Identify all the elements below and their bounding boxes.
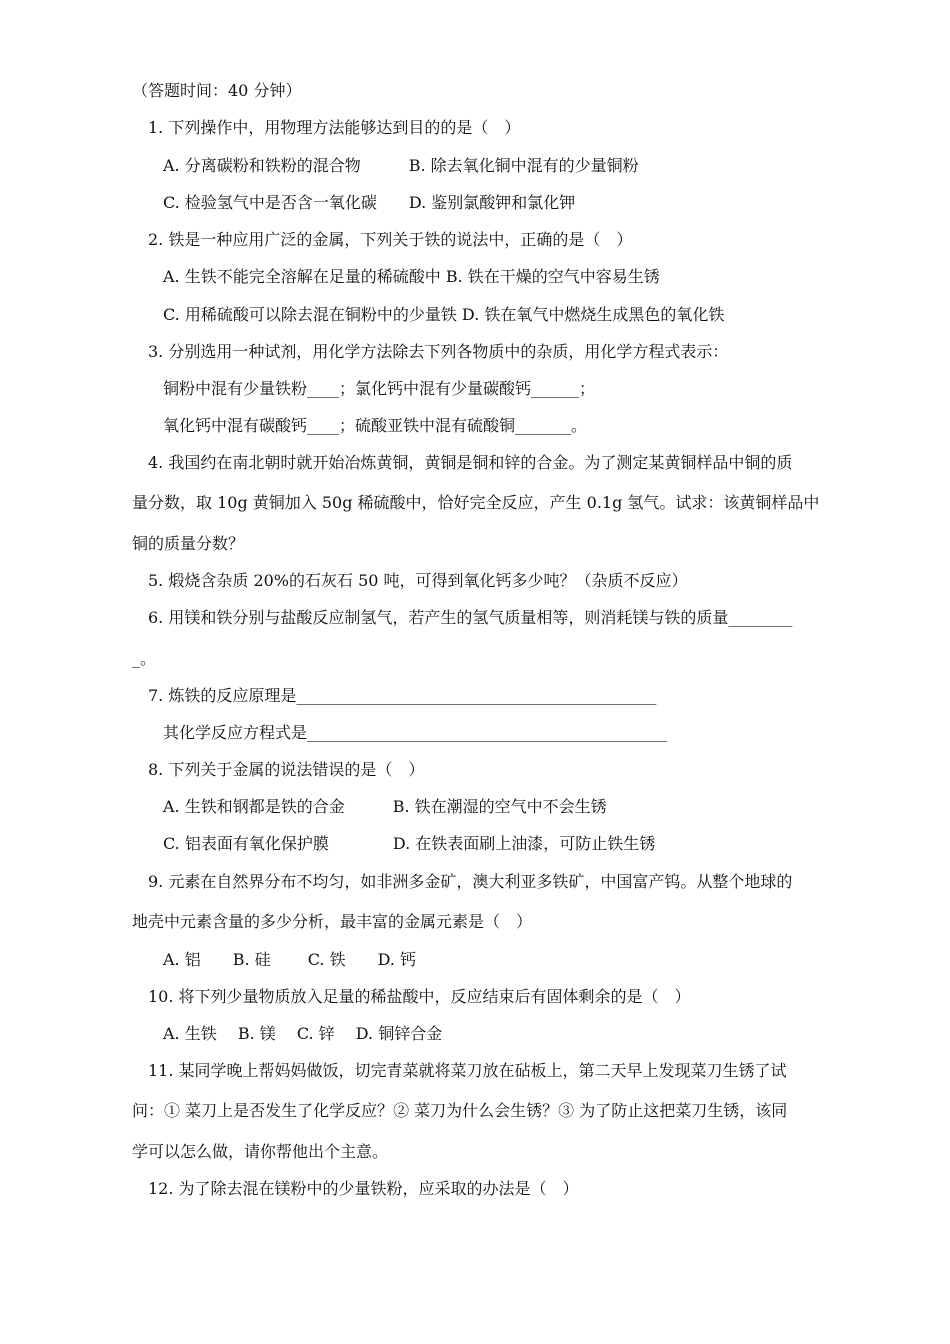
q4-line2: 量分数，取 10g 黄铜加入 50g 稀硫酸中，恰好完全反应，产生 0.1g 氢气。试求：该黄铜样品中 [132, 493, 820, 512]
q7-line1: 7. 炼铁的反应原理是_____________________________________________ [148, 686, 657, 705]
q6-line2: _。 [132, 649, 157, 668]
q6-line1: 6. 用镁和铁分别与盐酸反应制氢气，若产生的氢气质量相等，则消耗镁与铁的质量________ [148, 608, 793, 627]
q8-options-row2: C. 铝表面有氧化保护膜 D. 在铁表面刷上油漆，可防止铁生锈 [163, 834, 656, 853]
q4-line1: 4. 我国约在南北朝时就开始冶炼黄铜，黄铜是铜和锌的合金。为了测定某黄铜样品中铜的质 [148, 453, 793, 472]
q11-line3: 学可以怎么做，请你帮他出个主意。 [132, 1142, 389, 1161]
q11-line2: 问：① 菜刀上是否发生了化学反应？② 菜刀为什么会生锈？③ 为了防止这把菜刀生锈，该同 [132, 1101, 788, 1120]
q3-line1: 铜粉中混有少量铁粉____；氯化钙中混有少量碳酸钙______； [163, 379, 596, 398]
q8-stem: 8. 下列关于金属的说法错误的是（ ） [148, 760, 425, 779]
time-note: （答题时间：40 分钟） [132, 81, 302, 100]
q1-options-row1: A. 分离碳粉和铁粉的混合物 B. 除去氧化铜中混有的少量铜粉 [163, 156, 639, 175]
q1-options-row2: C. 检验氢气中是否含一氧化碳 D. 鉴别氯酸钾和氯化钾 [163, 193, 576, 212]
q12-stem: 12. 为了除去混在镁粉中的少量铁粉，应采取的办法是（ ） [148, 1179, 579, 1198]
q2-options-row2: C. 用稀硫酸可以除去混在铜粉中的少量铁 D. 铁在氧气中燃烧生成黑色的氧化铁 [163, 305, 725, 324]
q3-line2: 氧化钙中混有碳酸钙____；硫酸亚铁中混有硫酸铜_______。 [163, 416, 588, 435]
q9-options: A. 铝 B. 硅 C. 铁 D. 钙 [163, 950, 417, 969]
q8-options-row1: A. 生铁和钢都是铁的合金 B. 铁在潮湿的空气中不会生锈 [163, 797, 607, 816]
q11-line1: 11. 某同学晚上帮妈妈做饭，切完青菜就将菜刀放在砧板上，第二天早上发现菜刀生锈了试 [148, 1061, 787, 1080]
q10-stem: 10. 将下列少量物质放入足量的稀盐酸中，反应结束后有固体剩余的是（ ） [148, 987, 691, 1006]
q2-stem: 2. 铁是一种应用广泛的金属，下列关于铁的说法中，正确的是（ ） [148, 230, 633, 249]
q7-line2: 其化学反应方程式是_____________________________________________ [163, 723, 668, 742]
q9-line1: 9. 元素在自然界分布不均匀，如非洲多金矿，澳大利亚多铁矿，中国富产钨。从整个地球的 [148, 872, 793, 891]
q4-line3: 铜的质量分数？ [132, 534, 245, 553]
q5-stem: 5. 煅烧含杂质 20%的石灰石 50 吨，可得到氧化钙多少吨？（杂质不反应） [148, 571, 688, 590]
q2-options-row1: A. 生铁不能完全溶解在足量的稀硫酸中 B. 铁在干燥的空气中容易生锈 [163, 267, 660, 286]
q9-line2: 地壳中元素含量的多少分析，最丰富的金属元素是（ ） [132, 912, 533, 931]
q1-stem: 1. 下列操作中，用物理方法能够达到目的的是（ ） [148, 118, 521, 137]
q3-stem: 3. 分别选用一种试剂，用化学方法除去下列各物质中的杂质，用化学方程式表示： [148, 342, 729, 361]
q10-options: A. 生铁 B. 镁 C. 锌 D. 铜锌合金 [163, 1024, 443, 1043]
